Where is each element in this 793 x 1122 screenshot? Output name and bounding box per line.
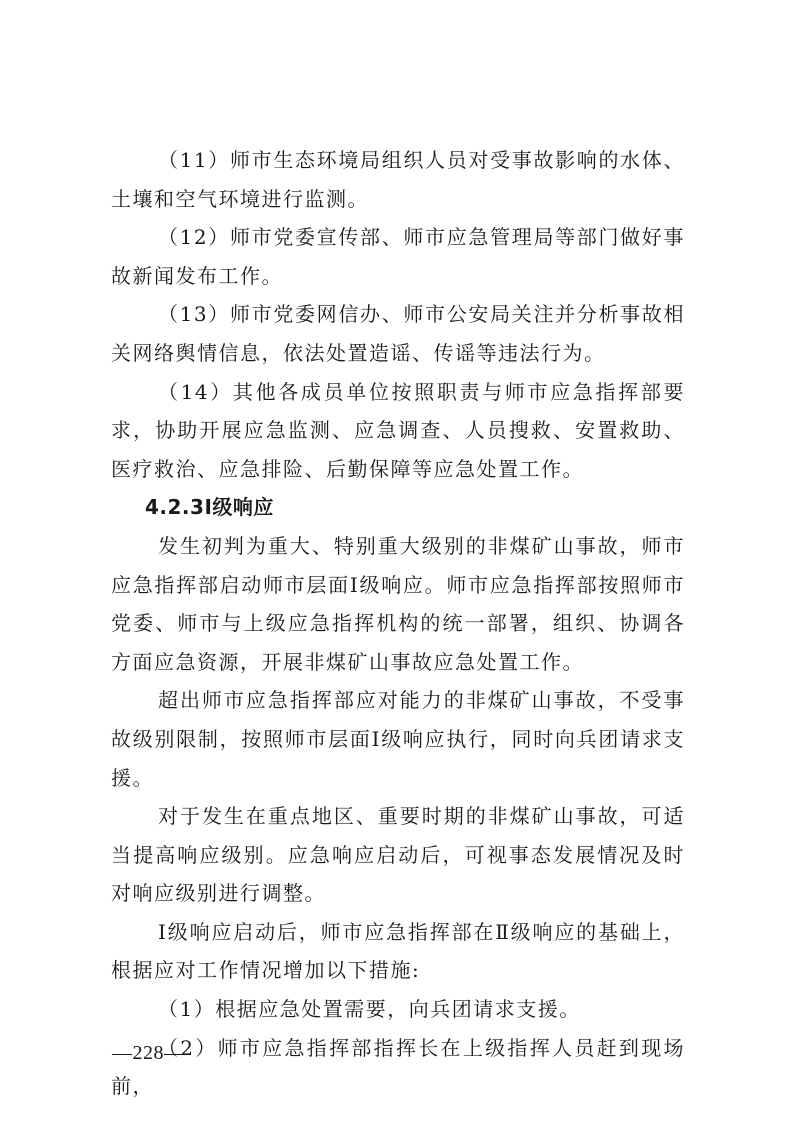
section-heading: 4.2.3Ⅰ级响应 bbox=[145, 495, 274, 520]
document-body bbox=[111, 141, 685, 1106]
measure-item-1: （1）根据应急处置需要，向兵团请求支援。 bbox=[158, 997, 581, 1022]
section-paragraph-1: 发生初判为重大、特别重大级别的非煤矿山事故，师市应急指挥部启动师市层面Ⅰ级响应。师市应急指挥部按照师市党委、师市与上级应急指挥机构的统一部署，组织、协调各方面应急资源，开展非煤矿山事故应急处置工作。 bbox=[111, 533, 685, 674]
measure-item-2: （2）师市应急指挥部指挥长在上级指挥人员赶到现场前， bbox=[111, 1035, 685, 1099]
paragraph-11: （11）师市生态环境局组织人员对受事故影响的水体、土壤和空气环境进行监测。 bbox=[111, 148, 685, 211]
paragraph-12: （12）师市党委宣传部、师市应急管理局等部门做好事故新闻发布工作。 bbox=[111, 225, 685, 288]
page-number: —228— bbox=[112, 1042, 185, 1064]
paragraph-13: （13）师市党委网信办、师市公安局关注并分析事故相关网络舆情信息，依法处置造谣、传谣等违法行为。 bbox=[111, 302, 685, 365]
section-paragraph-2: 超出师市应急指挥部应对能力的非煤矿山事故，不受事故级别限制，按照师市层面Ⅰ级响应执行，同时向兵团请求支援。 bbox=[111, 688, 685, 790]
section-paragraph-4: Ⅰ级响应启动后，师市应急指挥部在Ⅱ级响应的基础上，根据应对工作情况增加以下措施: bbox=[111, 919, 685, 983]
section-paragraph-3: 对于发生在重点地区、重要时期的非煤矿山事故，可适当提高响应级别。应急响应启动后，可视事态发展情况及时对响应级别进行调整。 bbox=[111, 804, 685, 906]
paragraph-14: （14）其他各成员单位按照职责与师市应急指挥部要求，协助开展应急监测、应急调查、人员搜救、安置救助、医疗救治、应急排险、后勤保障等应急处置工作。 bbox=[111, 379, 685, 481]
